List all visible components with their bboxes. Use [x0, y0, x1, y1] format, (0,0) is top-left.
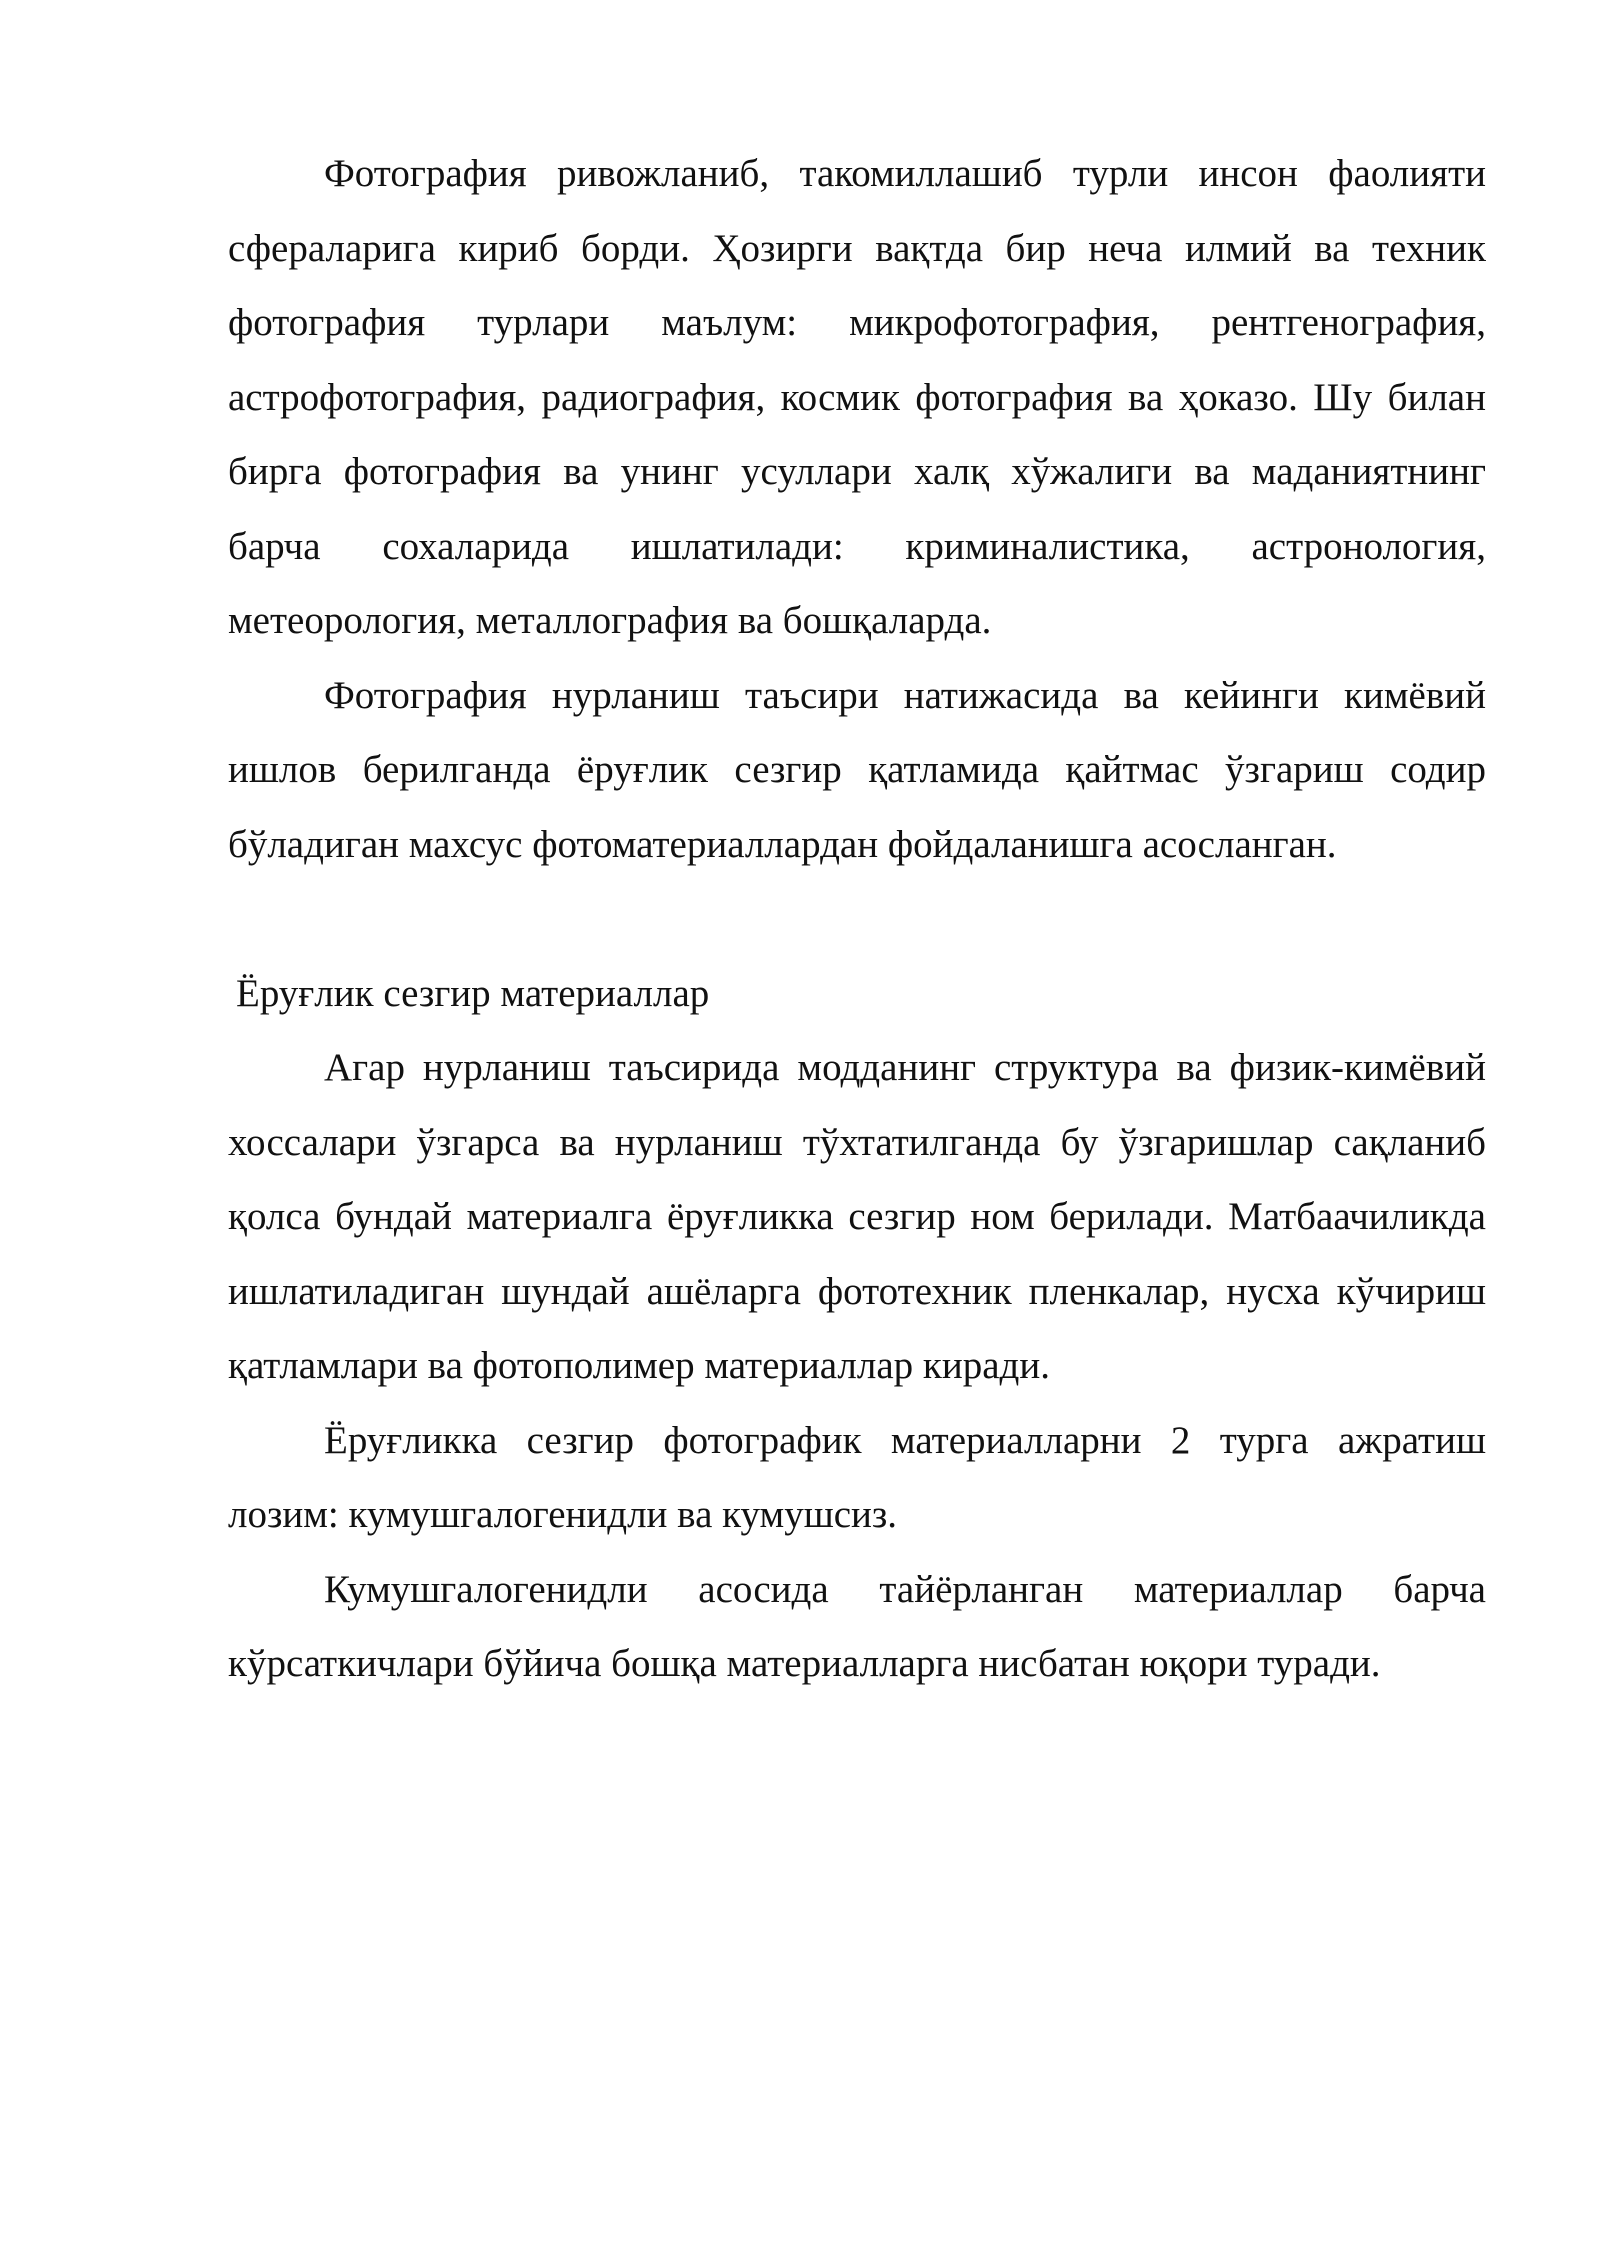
section-heading: Ёруғлик сезгир материаллар — [236, 971, 710, 1015]
paragraph-silver-halide-materials: Кумушгалогенидли асосида тайёрланган материаллар барча кўрсаткичлари бўйича бошқа материалларга нисбатан юқори туради. — [228, 1567, 1486, 1685]
paragraph-material-types: Ёруғликка сезгир фотографик материалларни 2 турга ажратиш лозим: кумушгалогенидли ва кумушсиз. — [228, 1418, 1486, 1536]
document-body — [228, 150, 1486, 1702]
paragraph-light-sensitive-definition: Агар нурланиш таъсирида модданинг структура ва физик-кимёвий хоссалари ўзгарса ва нурланиш тўхтатилганда бу ўзгаришлар сақланиб қолса бундай материалга ёруғликка сезгир ном берилади. Матбаачиликда ишлатиладиган шундай ашёларга фототехник пленкалар, нусха кўчириш қатламлари ва фотополимер материаллар киради. — [228, 1046, 1486, 1387]
section-spacer — [228, 882, 1486, 957]
paragraph-photography-development: Фотография ривожланиб, такомиллашиб турли инсон фаолияти сфераларига кириб борди. Ҳозирги вақтда бир неча илмий ва техник фотография турлари маълум: микрофотография, рентгенография, астрофотография, радиография, космик фотография ва ҳоказо. Шу билан бирга фотография ва унинг усуллари халқ хўжалиги ва маданиятнинг барча сохаларида ишлатилади: криминалистика, астронология, метеорология, металлография ва бошқаларда. — [228, 152, 1486, 642]
paragraph-photography-basis: Фотография нурланиш таъсири натижасида ва кейинги кимёвий ишлов берилганда ёруғлик сезгир қатламида қайтмас ўзгариш содир бўладиган махсус фотоматериаллардан фойдаланишга асосланган. — [228, 673, 1486, 866]
